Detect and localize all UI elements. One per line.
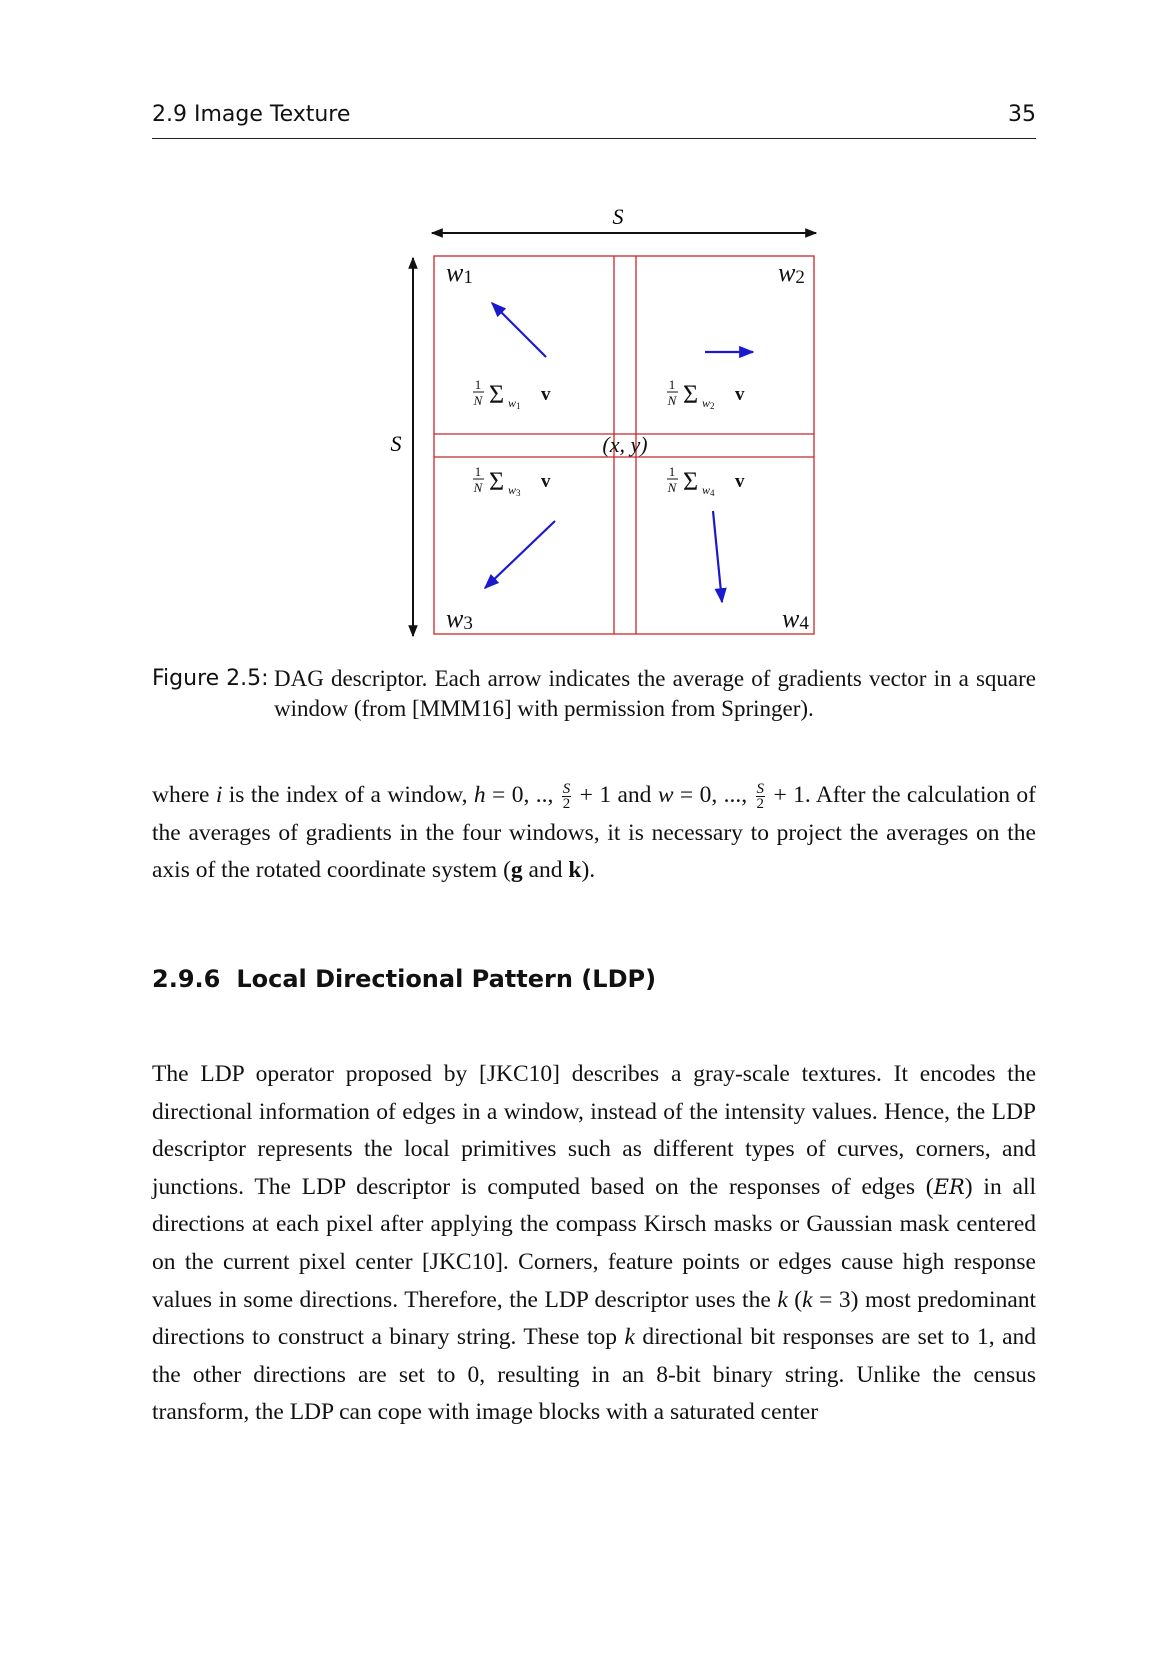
- svg-text:1: 1: [668, 377, 676, 392]
- svg-text:w3: w3: [508, 483, 521, 498]
- height-dimension-label: S: [390, 431, 402, 456]
- center-pixel-label: (x, y): [602, 432, 648, 457]
- svg-text:N: N: [667, 480, 677, 495]
- section-number: 2.9.6: [152, 965, 221, 993]
- svg-text:v: v: [735, 471, 745, 492]
- caption-text: DAG descriptor. Each arrow indicates the average of gradients vector in a square window (from [MMM16] with permission from Springer).: [274, 666, 1036, 721]
- fraction-s-over-2: $\frac{S}{2}$: [756, 781, 765, 813]
- svg-text:1: 1: [474, 377, 482, 392]
- window-average-w2: [667, 377, 745, 411]
- svg-text:N: N: [473, 393, 483, 408]
- svg-text:1: 1: [474, 464, 482, 479]
- dag-descriptor-figure: [0, 0, 1165, 660]
- width-dimension-label: S: [612, 204, 624, 229]
- window-label-w2: w2: [778, 258, 805, 288]
- svg-text:w1: w1: [508, 396, 521, 411]
- page-number: 35: [1008, 102, 1036, 127]
- section-heading: [152, 965, 656, 993]
- window-average-w4: [667, 464, 745, 498]
- caption-label: Figure 2.5:: [152, 666, 269, 691]
- gradient-arrow-w1: [492, 303, 546, 357]
- figure-caption: [152, 664, 1036, 724]
- running-header-section: 2.9 Image Texture: [152, 102, 351, 127]
- svg-text:v: v: [735, 384, 745, 405]
- svg-text:Σ: Σ: [489, 467, 505, 496]
- svg-text:Σ: Σ: [489, 380, 505, 409]
- body-paragraph-1: where i is the index of a window, h = 0, .., $\frac{S}{2}$ + 1 and w = 0, ..., $\frac{S}{2}$ + 1. After the calculation of the averages of gradients in the four windows, it is necessary to project the averages on the axis of the rotated coordinate system (g and k).: [152, 781, 1037, 884]
- svg-text:Σ: Σ: [683, 467, 699, 496]
- svg-text:1: 1: [668, 464, 676, 479]
- window-average-w1: [473, 377, 551, 411]
- svg-text:v: v: [541, 384, 551, 405]
- svg-text:N: N: [667, 393, 677, 408]
- svg-text:Σ: Σ: [683, 380, 699, 409]
- fraction-s-over-2: $\frac{S}{2}$: [562, 781, 571, 813]
- gradient-arrow-w3: [485, 521, 555, 588]
- window-label-w3: w3: [446, 604, 473, 634]
- body-paragraph-2: The LDP operator proposed by [JKC10] describes a gray-scale textures. It encodes the directional information of edges in a window, instead of the intensity values. Hence, the LDP descriptor represents the local primitives such as different types of curves, corners, and junctions. The LDP descriptor is computed based on the responses of edges (ER) in all directions at each pixel after applying the compass Kirsch masks or Gaussian mask centered on the current pixel center [JKC10]. Corners, feature points or edges cause high response values in some directions. Therefore, the LDP descriptor uses the k (k = 3) most predominant directions to construct a binary string. These top k directional bit responses are set to 1, and the other directions are set to 0, resulting in an 8-bit binary string. Unlike the census transform, the LDP can cope with image blocks with a saturated center: [152, 1061, 1037, 1426]
- svg-text:N: N: [473, 480, 483, 495]
- window-average-w3: [473, 464, 551, 498]
- window-label-w1: w1: [446, 258, 473, 288]
- section-title: Local Directional Pattern (LDP): [236, 965, 657, 993]
- window-label-w4: w4: [782, 604, 809, 634]
- svg-text:w2: w2: [702, 396, 715, 411]
- gradient-arrow-w4: [713, 511, 722, 602]
- svg-text:w4: w4: [702, 483, 715, 498]
- svg-text:v: v: [541, 471, 551, 492]
